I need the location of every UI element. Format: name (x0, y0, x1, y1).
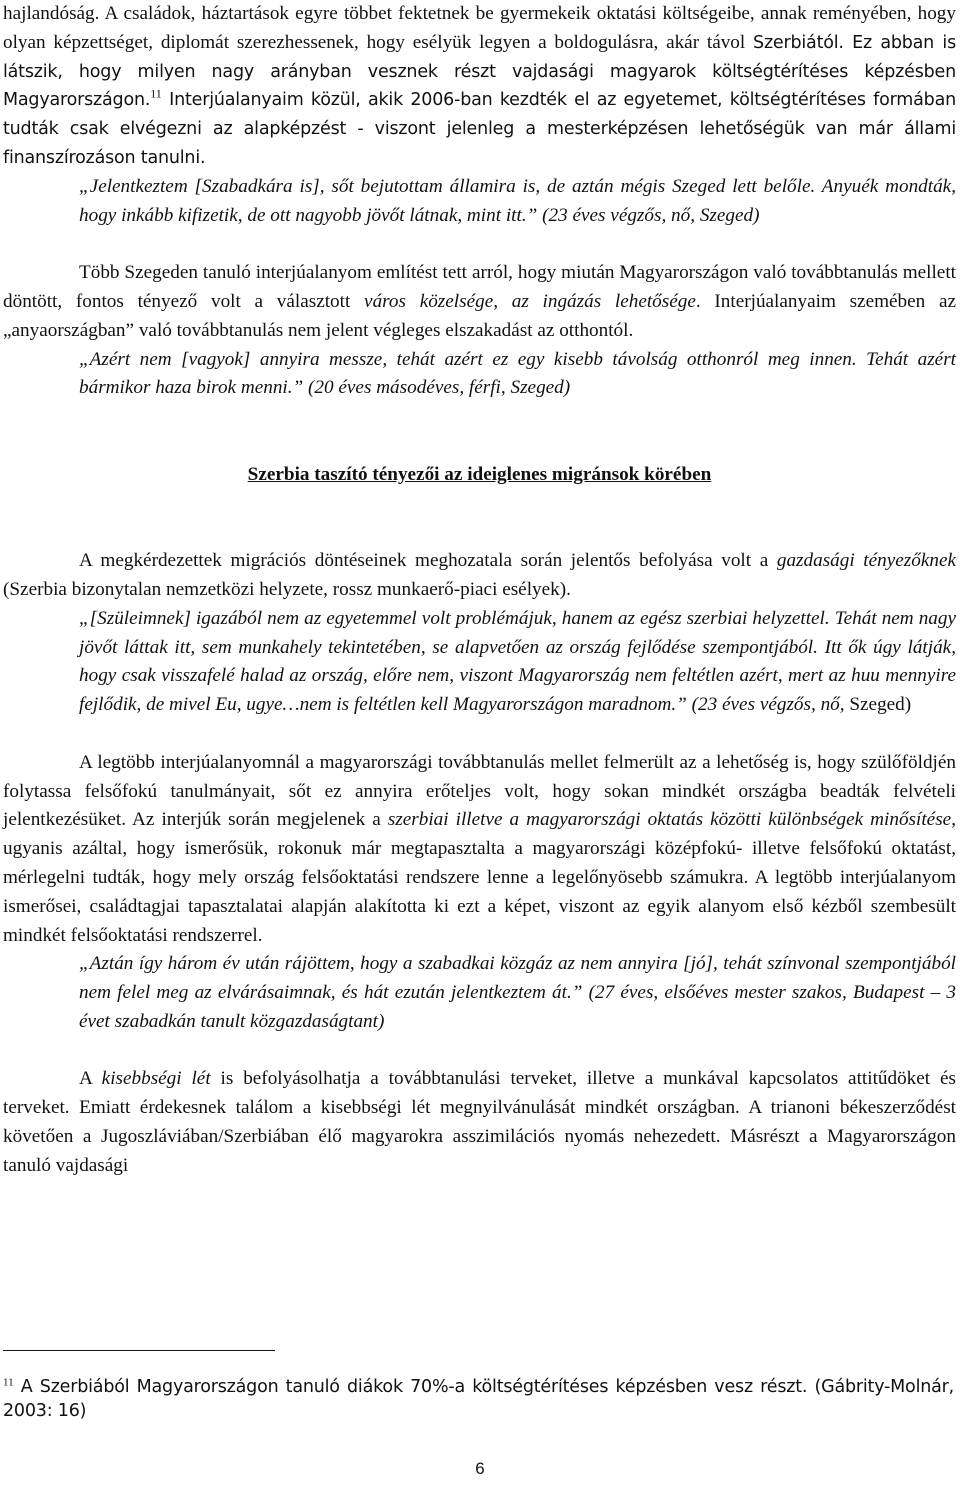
spacer (3, 403, 956, 432)
paragraph-3-text-b: (Szerbia bizonytalan nemzetközi helyzete, rossz munkaerő-piaci esélyek). (3, 578, 571, 600)
paragraph-5-text-a: A (79, 1068, 102, 1090)
paragraph-2-text-a: Több Szegeden tanuló interjúalanyom említést tett arról, hogy miután Magyarországon való továbbtanulás mellett döntött, fontos tényező volt a választott (3, 262, 956, 312)
quote-2-attribution: (20 éves másodéves, férfi, Szeged) (303, 377, 571, 399)
paragraph-5-emphasis: kisebbségi lét (101, 1068, 211, 1090)
quote-4 (79, 950, 956, 1036)
spacer (3, 720, 956, 749)
footnote (3, 1375, 954, 1423)
paragraph-4-text-a: A legtöbb interjúalanyomnál a magyarországi továbbtanulás mellet felmerült az a lehetőség is, hogy szülőföldjén folytassa felsőfokú tanulmányait, sőt ez annyira erőteljes volt, hogy sokan mindkét országba beadták felvételi jelentkezésüket. Az interjúk során megjelenek a (3, 751, 956, 831)
paragraph-4-emphasis: szerbiai illetve a magyarországi oktatás közötti különbségek minősítése (387, 809, 952, 831)
quote-1-text: „Jelentkeztem [Szabadkára is], sőt bejutottam államira is, de aztán mégis Szeged lett belőle. Anyuék mondták, hogy inkább kifizetik, de ott nagyobb jövőt látnak, mint itt.” (79, 175, 956, 226)
spacer (3, 490, 956, 519)
paragraph-5-text-b: is befolyásolhatja a továbbtanulási terveket, illetve a munkával kapcsolatos attitűdöket és terveket. Emiatt érdekesnek találom a kisebbségi lét megnyilvánulását mindkét országban. A trianoni békeszerződést követően a Jugoszláviában/Szerbiában élő magyarokra asszimilációs nyomás nehezedett. Másrészt a Magyarországon tanuló vajdasági (3, 1068, 956, 1176)
spacer (3, 1037, 956, 1066)
paragraph-2-text-b: . Interjúalanyaim szemében az „anyaországban” való továbbtanulás nem jelent végleges elszakadást az otthontól. (3, 290, 956, 341)
footnote-reference[interactable]: 11 (150, 87, 162, 101)
spacer (3, 230, 956, 259)
footnote-number: 11 (3, 1376, 14, 1389)
quote-1 (79, 173, 956, 231)
paragraph-1-text-a: hajlandóság. A családok, háztartások egyre többet fektetnek be gyermekeik oktatási költségeibe, annak reményében, hogy olyan képzettséget, diplomát szerezhessenek, hogy esélyük legyen a boldogulásra, akár távol (3, 3, 956, 53)
paragraph-2 (3, 259, 956, 345)
page-number: 6 (475, 1459, 485, 1478)
quote-3-attribution: Szeged) (844, 694, 912, 716)
quote-2-text: „Azért nem [vagyok] annyira messze, tehát azért ez egy kisebb távolság otthonról meg innen. Tehát azért bármikor haza birok menni.” (79, 348, 956, 399)
quote-3-text: „[Szüleimnek] igazából nem az egyetemmel volt problémájuk, hanem az egész szerbiai helyzettel. Tehát nem nagy jövőt láttak itt, sem munkahely tekintetében, se alapvetően az ország fejlődése szempontjából. Itt ők úgy látják, hogy csak visszafelé halad az ország, előre nem, viszont Magyarország nem feltétlen azért, mert az huu mennyire fejlődik, de mivel Eu, ugye…nem is feltétlen kell Magyarországon maradnom.” (23 éves végzős, nő, (79, 607, 956, 716)
paragraph-1-text-b: Szerbiától. Ez abban is látszik, hogy milyen nagy arányban vesznek részt vajdasági magyarok költségtérítéses képzésben Magyarországon. (3, 32, 957, 111)
section-heading: Szerbia taszító tényezői az ideiglenes migránsok körében (247, 463, 712, 485)
quote-3 (79, 605, 956, 720)
paragraph-4 (3, 749, 956, 951)
paragraph-4-text-b: , ugyanis azáltal, hogy ismerősük, rokonuk már megtapasztalta a magyarországi középfokú- illetve felsőfokú oktatást, mérlegelni tudták, hogy mely ország felsőoktatási rendszere lenne a legelőnyösebb számukra. A legtöbb interjúalanyom ismerősei, családtagjai tapasztalatai alapján alakította ki ezt a képet, viszont az egyik alanyom első kézből szembesült mindkét felsőoktatási rendszerrel. (3, 809, 956, 946)
spacer (3, 518, 956, 547)
paragraph-1-text-c: Interjúalanyaim közül, akik 2006-ban kezdték el az egyetemet, költségtérítéses formában tudták csak elvégezni az alapképzést - viszont jelenleg a mesterképzésen lehetőségük van már állami finanszírozáson tanulni. (3, 90, 956, 168)
quote-1-attribution: (23 éves végzős, nő, Szeged) (537, 204, 760, 226)
quote-2 (79, 346, 956, 404)
quote-4-text: „Aztán így három év után rájöttem, hogy a szabadkai közgáz az nem annyira [jó], tehát színvonal szempontjából nem felel meg az elvárásaimnak, és hát ezután jelentkeztem át.” (27 éves, elsőéves mester szakos, Budapest – 3 évet szabadkán tanult közgazdaságtant) (79, 953, 956, 1032)
paragraph-3-emphasis: gazdasági tényezőknek (776, 550, 956, 572)
paragraph-5 (3, 1065, 956, 1180)
paragraph-3 (3, 547, 956, 605)
paragraph-1 (3, 0, 956, 173)
footnote-divider (3, 1350, 275, 1351)
footnote-text: A Szerbiából Magyarországon tanuló diákok 70%-a költségtérítéses képzésben vesz részt. (Gábrity-Molnár, 2003: 16) (3, 1377, 954, 1421)
paragraph-2-emphasis: város közelsége, az ingázás lehetősége (364, 290, 696, 312)
spacer (3, 432, 956, 461)
paragraph-3-text-a: A megkérdezettek migrációs döntéseinek meghozatala során jelentős befolyása volt a (79, 550, 777, 572)
